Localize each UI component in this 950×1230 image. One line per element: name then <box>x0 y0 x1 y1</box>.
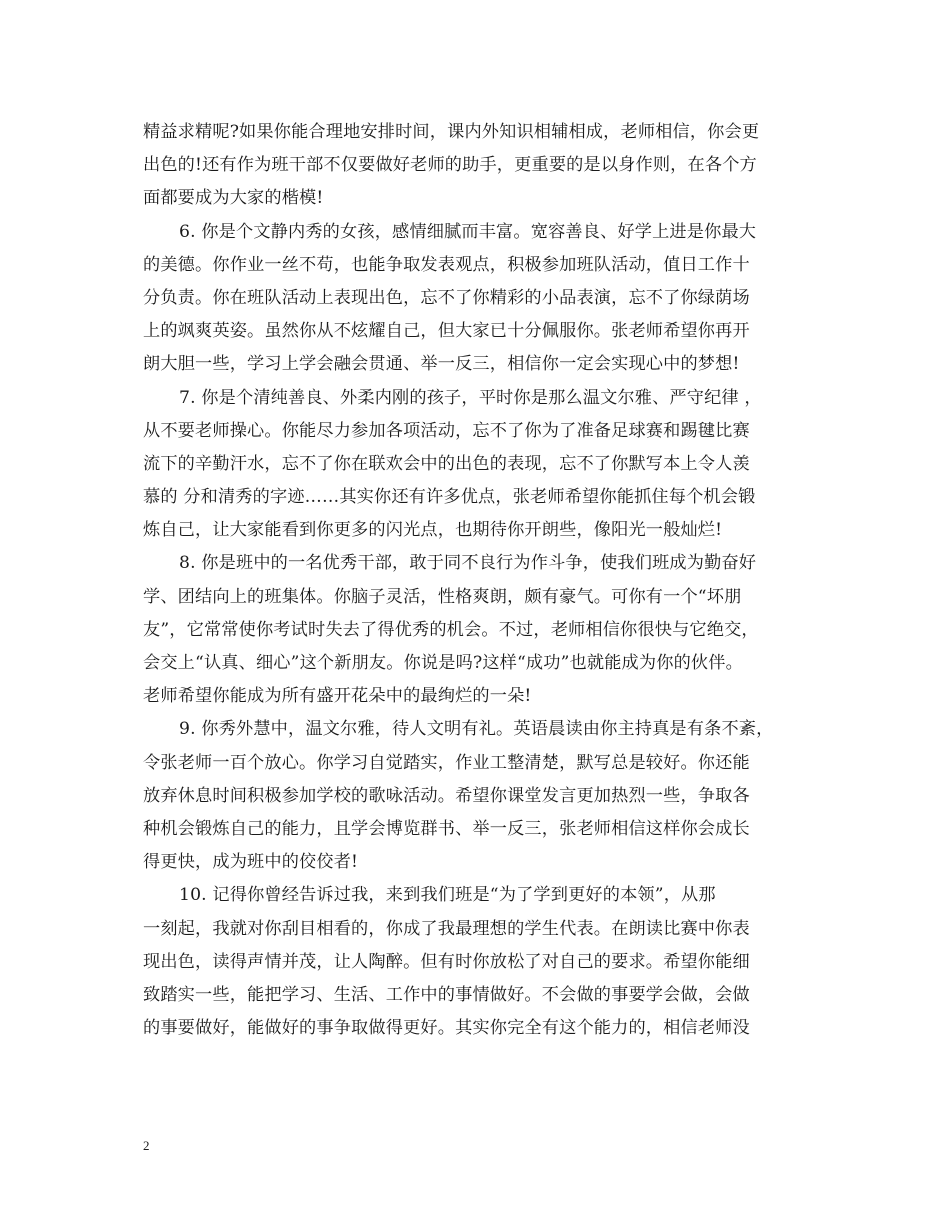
text-line: 令张老师一百个放心。你学习自觉踏实，作业工整清楚，默写总是较好。你还能 <box>143 752 750 773</box>
text-line: 炼自己，让大家能看到你更多的闪光点，也期待你开朗些，像阳光一般灿烂! <box>143 520 723 541</box>
text-line: 精益求精呢?如果你能合理地安排时间，课内外知识相辅相成，老师相信，你会更 <box>143 122 760 142</box>
text-line: 种机会锻炼自己的能力，且学会博览群书、举一反三，张老师相信这样你会成长 <box>143 818 750 839</box>
document-body <box>143 116 803 1045</box>
text-line: 致踏实一些，能把学习、生活、工作中的事情做好。不会做的事要学会做，会做 <box>143 984 750 1005</box>
text-line: 分负责。你在班队活动上表现出色，忘不了你精彩的小品表演，忘不了你绿荫场 <box>143 287 750 308</box>
text-line: 慕的 分和清秀的字迹……其实你还有许多优点，张老师希望你能抓住每个机会锻 <box>143 487 756 508</box>
text-line: 从不要老师操心。你能尽力参加各项活动，忘不了你为了准备足球赛和踢毽比赛 <box>143 420 750 441</box>
page-number: 2 <box>143 1138 150 1153</box>
text-line: 放弃休息时间积极参加学校的歌咏活动。希望你课堂发言更加热烈一些，争取各 <box>143 785 750 806</box>
text-line: 6. 你是个文静内秀的女孩，感情细腻而丰富。宽容善良、好学上进是你最大 <box>179 221 757 242</box>
text-line: 的美德。你作业一丝不苟，也能争取发表观点，积极参加班队活动，值日工作十 <box>143 254 750 275</box>
text-line: 7. 你是个清纯善良、外柔内刚的孩子，平时你是那么温文尔雅、严守纪律 ， <box>179 387 762 408</box>
text-line: 得更快，成为班中的佼佼者! <box>143 852 359 873</box>
text-line: 会交上“认真、细心”这个新朋友。你说是吗?这样“成功”也就能成为你的伙伴。 <box>143 653 743 673</box>
text-line: 老师希望你能成为所有盛开花朵中的最绚烂的一朵! <box>143 686 532 707</box>
text-line: 9. 你秀外慧中，温文尔雅，待人文明有礼。英语晨读由你主持真是有条不紊， <box>179 719 774 740</box>
text-line: 的事要做好，能做好的事争取做得更好。其实你完全有这个能力的，相信老师没 <box>143 1018 750 1039</box>
text-line: 朗大胆一些，学习上学会融会贯通、举一反三，相信你一定会实现心中的梦想! <box>143 354 740 375</box>
text-line: 出色的!还有作为班干部不仅要做好老师的助手，更重要的是以身作则，在各个方 <box>143 155 757 176</box>
text-line: 现出色，读得声情并茂，让人陶醉。但有时你放松了对自己的要求。希望你能细 <box>143 951 750 972</box>
text-line: 一刻起，我就对你刮目相看的，你成了我最理想的学生代表。在朗读比赛中你表 <box>143 918 750 939</box>
text-line: 学、团结向上的班集体。你脑子灵活，性格爽朗，颇有豪气。可你有一个“坏朋 <box>143 586 742 607</box>
text-line: 流下的辛勤汗水，忘不了你在联欢会中的出色的表现，忘不了你默写本上令人羡 <box>143 453 750 474</box>
text-line: 友”，它常常使你考试时失去了得优秀的机会。不过，老师相信你很快与它绝交， <box>143 619 759 640</box>
text-line: 10. 记得你曾经告诉过我，来到我们班是“为了学到更好的本领”，从那 <box>179 885 716 906</box>
text-line: 面都要成为大家的楷模! <box>143 188 324 209</box>
text-line: 8. 你是班中的一名优秀干部，敢于同不良行为作斗争，使我们班成为勤奋好 <box>179 553 757 574</box>
text-line: 上的飒爽英姿。虽然你从不炫耀自己，但大家已十分佩服你。张老师希望你再开 <box>143 321 750 342</box>
